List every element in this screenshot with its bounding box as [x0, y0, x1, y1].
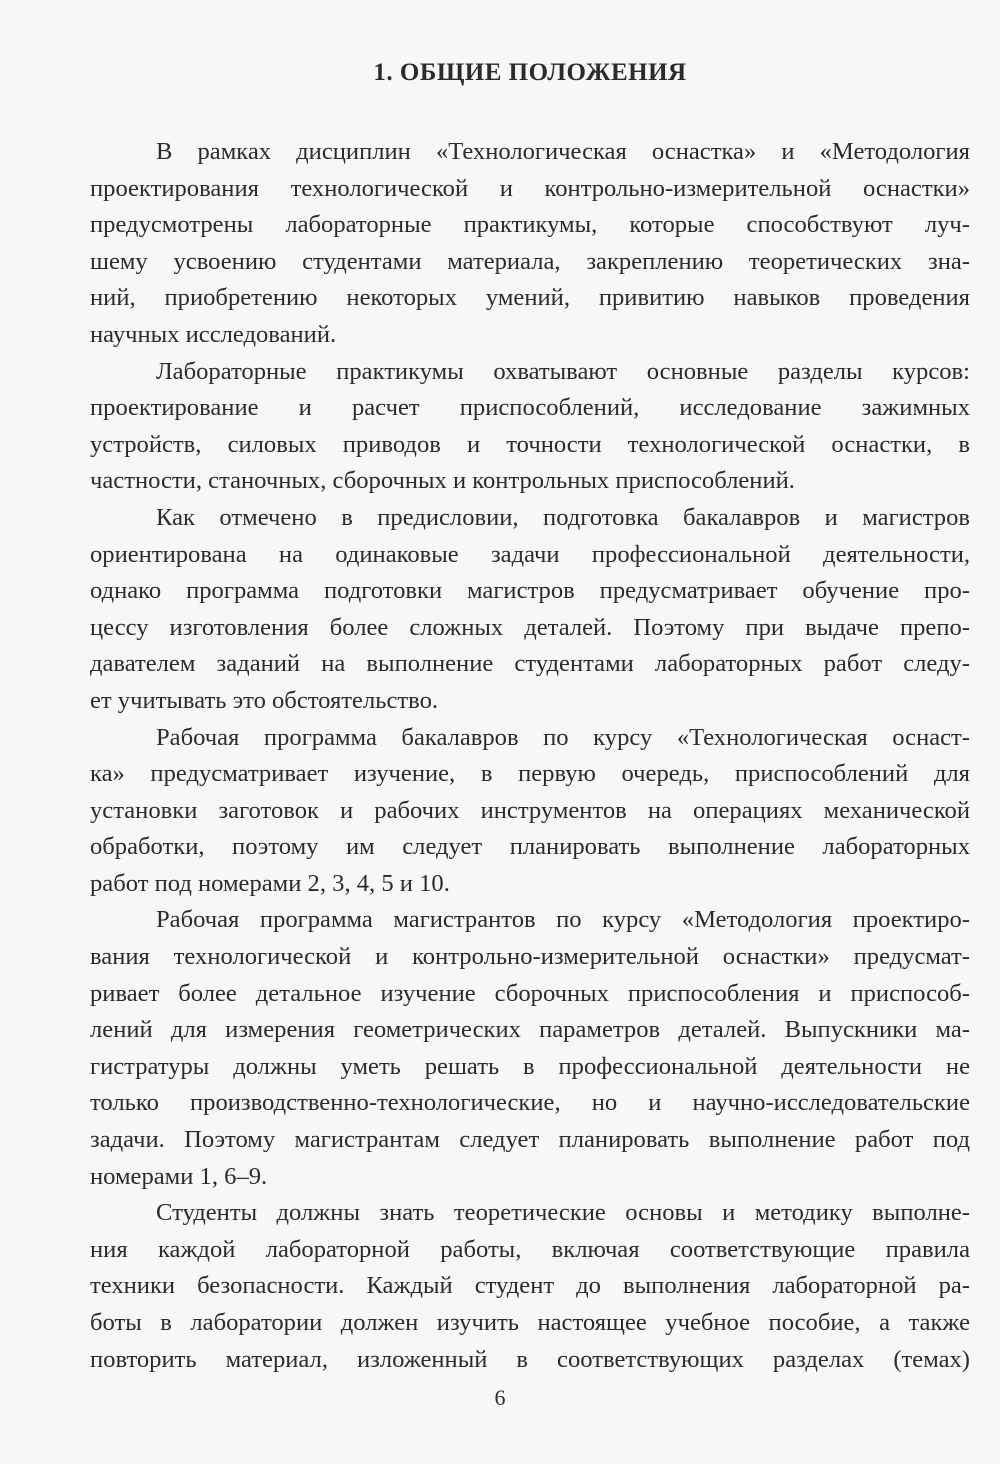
text-line: цессу изготовления более сложных деталей. Поэтому при выдаче препо- — [90, 613, 970, 641]
text-line: гистратуры должны уметь решать в профессиональной деятельности не — [90, 1052, 970, 1080]
text-line: Рабочая программа бакалавров по курсу «Технологическая оснаст- — [156, 723, 970, 751]
text-line: научных исследований. — [90, 320, 337, 348]
text-line: работ под номерами 2, 3, 4, 5 и 10. — [90, 869, 450, 897]
section-heading: 1. ОБЩИЕ ПОЛОЖЕНИЯ — [373, 59, 687, 86]
paragraph-6 — [90, 1195, 970, 1378]
text-line: обработки, поэтому им следует планировать выполнение лабораторных — [90, 833, 970, 861]
text-line: боты в лаборатории должен изучить настоящее учебное пособие, а также — [90, 1309, 970, 1336]
text-line: устройств, силовых приводов и точности технологической оснастки, в — [90, 430, 970, 458]
text-line: В рамках дисциплин «Технологическая оснастка» и «Методология — [156, 138, 970, 165]
text-line: номерами 1, 6–9. — [90, 1162, 268, 1190]
paragraph-1 — [90, 134, 970, 354]
paragraph-3 — [90, 500, 970, 720]
text-line: Студенты должны знать теоретические основы и методику выполне- — [156, 1199, 970, 1227]
text-line: повторить материал, изложенный в соответствующих разделах (темах) — [90, 1345, 970, 1373]
text-line: предусмотрены лабораторные практикумы, которые способствуют луч- — [90, 211, 970, 239]
text-line: ривает более детальное изучение сборочных приспособления и приспособ- — [90, 979, 970, 1007]
text-line: однако программа подготовки магистров предусматривает обучение про- — [90, 577, 970, 605]
text-line: давателем заданий на выполнение студентами лабораторных работ следу- — [90, 650, 970, 678]
text-line: задачи. Поэтому магистрантам следует планировать выполнение работ под — [90, 1126, 970, 1154]
text-line: только производственно-технологические, но и научно-исследовательские — [90, 1089, 970, 1117]
text-line: Рабочая программа магистрантов по курсу «Методология проектиро- — [156, 906, 970, 934]
text-line: ний, приобретению некоторых умений, привитию навыков проведения — [90, 284, 970, 312]
text-line: Лабораторные практикумы охватывают основные разделы курсов: — [156, 357, 970, 385]
text-line: лений для измерения геометрических параметров деталей. Выпускники ма- — [90, 1016, 970, 1044]
text-line: установки заготовок и рабочих инструментов на операциях механической — [90, 796, 970, 824]
page-number: 6 — [494, 1385, 506, 1410]
text-line: техники безопасности. Каждый студент до выполнения лабораторной ра- — [90, 1272, 970, 1300]
paragraph-5 — [90, 902, 970, 1195]
text-line: ка» предусматривает изучение, в первую очередь, приспособлений для — [90, 760, 970, 788]
text-line: шему усвоению студентами материала, закреплению теоретических зна- — [90, 247, 970, 275]
paragraph-4 — [90, 720, 970, 903]
text-line: ния каждой лабораторной работы, включая соответствующие правила — [90, 1235, 970, 1263]
text-line: вания технологической и контрольно-измерительной оснастки» предусмат- — [90, 943, 970, 971]
text-line: проектирование и расчет приспособлений, исследование зажимных — [90, 394, 970, 422]
text-line: Как отмечено в предисловии, подготовка бакалавров и магистров — [156, 503, 970, 531]
page-content — [90, 58, 970, 1378]
paragraph-2 — [90, 354, 970, 500]
text-line: ориентирована на одинаковые задачи профессиональной деятельности, — [90, 540, 970, 568]
text-line: частности, станочных, сборочных и контрольных приспособлений. — [90, 467, 795, 495]
text-line: проектирования технологической и контрольно-измерительной оснастки» — [90, 174, 970, 202]
text-line: ет учитывать это обстоятельство. — [90, 686, 439, 714]
